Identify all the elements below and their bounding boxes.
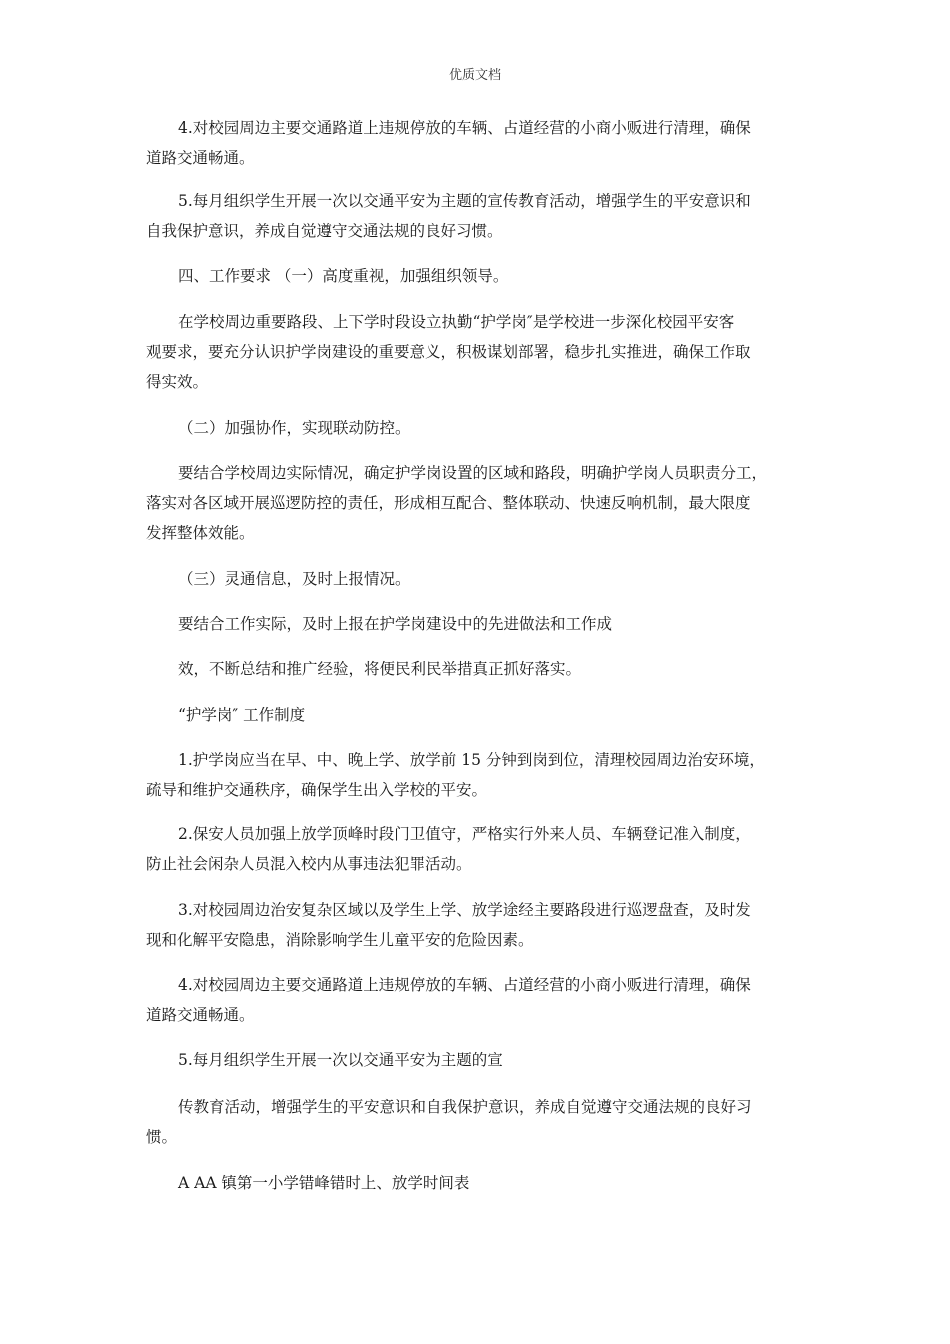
paragraph-line: 效，不断总结和推广经验，将便民利民举措真正抓好落实。 xyxy=(178,660,582,678)
paragraph-line: 四、工作要求 （一）高度重视，加强组织领导。 xyxy=(178,267,509,285)
paragraph-line: 2.保安人员加强上放学顶峰时段门卫值守，严格实行外来人员、车辆登记准入制度， xyxy=(178,825,751,843)
paragraph-line: 得实效。 xyxy=(146,373,209,391)
paragraph-line: 发挥整体效能。 xyxy=(146,524,255,542)
section-heading-work-requirements xyxy=(146,261,806,291)
paragraph-3 xyxy=(146,307,806,397)
rule-1 xyxy=(146,745,806,805)
paragraph-line: 自我保护意识，养成自觉遵守交通法规的良好习惯。 xyxy=(146,222,503,240)
paragraph-6 xyxy=(146,654,806,684)
paragraph-line: 疏导和维护交通秩序，确保学生出入学校的平安。 xyxy=(146,781,488,799)
paragraph-line: “护学岗″ 工作制度 xyxy=(178,706,306,724)
paragraph-line: 防止社会闲杂人员混入校内从事违法犯罪活动。 xyxy=(146,855,472,873)
paragraph-line: 要结合工作实际，及时上报在护学岗建设中的先进做法和工作成 xyxy=(178,615,613,633)
paragraph-line: 4.对校园周边主要交通路道上违规停放的车辆、占道经营的小商小贩进行清理，确保 xyxy=(178,119,751,137)
paragraph-line: 现和化解平安隐患，消除影响学生儿童平安的危险因素。 xyxy=(146,931,534,949)
paragraph-line: 落实对各区域开展巡逻防控的责任，形成相互配合、整体联动、快速反响机制，最大限度 xyxy=(146,494,751,512)
paragraph-2 xyxy=(146,186,806,246)
paragraph-line: 4.对校园周边主要交通路道上违规停放的车辆、占道经营的小商小贩进行清理，确保 xyxy=(178,976,751,994)
page-header: 优质文档 xyxy=(448,68,501,83)
paragraph-line: 观要求，要充分认识护学岗建设的重要意义，积极谋划部署，稳步扎实推进，确保工作取 xyxy=(146,343,751,361)
paragraph-4 xyxy=(146,458,806,548)
paragraph-1 xyxy=(146,113,806,173)
rule-2 xyxy=(146,819,806,879)
paragraph-line: 1.护学岗应当在早、中、晚上学、放学前 15 分钟到岗到位，清理校园周边治安环境， xyxy=(178,751,765,769)
rules-title xyxy=(146,700,806,730)
paragraph-line: 道路交通畅通。 xyxy=(146,149,255,167)
paragraph-line: （二）加强协作，实现联动防控。 xyxy=(178,419,411,437)
paragraph-line: 3.对校园周边治安复杂区域以及学生上学、放学途经主要路段进行巡逻盘查，及时发 xyxy=(178,901,751,919)
paragraph-5 xyxy=(146,609,806,639)
rule-4 xyxy=(146,970,806,1030)
paragraph-line: A AA 镇第一小学错峰错时上、放学时间表 xyxy=(178,1174,470,1192)
subheading-2 xyxy=(146,413,806,443)
subheading-3 xyxy=(146,564,806,594)
paragraph-line: （三）灵通信息，及时上报情况。 xyxy=(178,570,411,588)
rule-5-continued xyxy=(146,1092,806,1152)
paragraph-line: 要结合学校周边实际情况，确定护学岗设置的区域和路段，明确护学岗人员职责分工， xyxy=(178,464,768,482)
rule-3 xyxy=(146,895,806,955)
paragraph-line: 道路交通畅通。 xyxy=(146,1006,255,1024)
rule-5 xyxy=(146,1045,806,1075)
paragraph-line: 惯。 xyxy=(146,1128,178,1146)
paragraph-line: 5.每月组织学生开展一次以交通平安为主题的宣传教育活动，增强学生的平安意识和 xyxy=(178,192,751,210)
paragraph-line: 在学校周边重要路段、上下学时段设立执勤“护学岗″是学校进一步深化校园平安客 xyxy=(178,313,735,331)
paragraph-line: 传教育活动，增强学生的平安意识和自我保护意识，养成自觉遵守交通法规的良好习 xyxy=(178,1098,752,1116)
timetable-title xyxy=(146,1168,806,1198)
paragraph-line: 5.每月组织学生开展一次以交通平安为主题的宣 xyxy=(178,1051,503,1069)
